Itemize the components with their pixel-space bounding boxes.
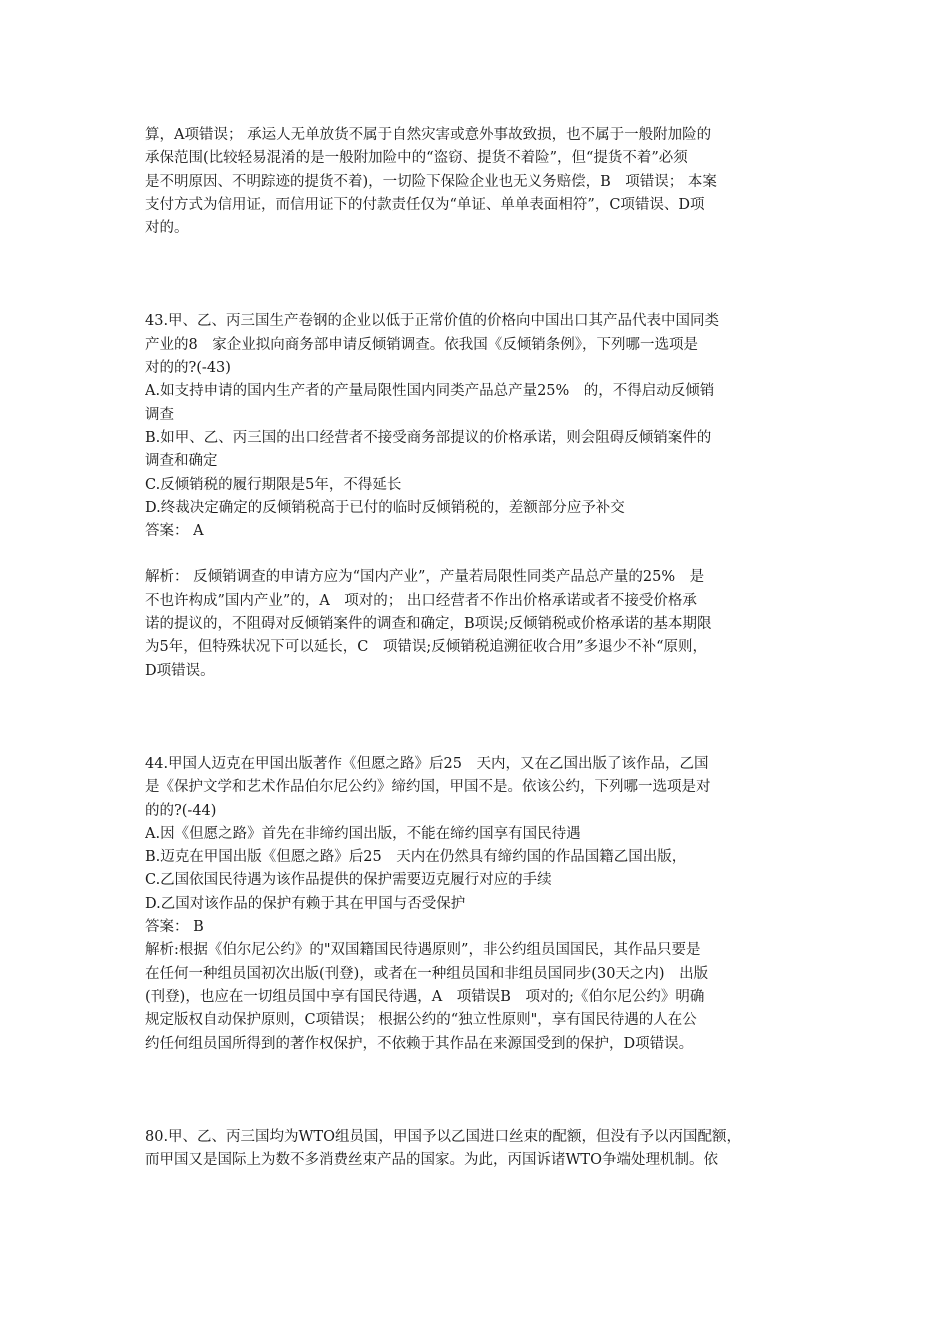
option-b: 调查和确定	[145, 453, 218, 470]
question-text: 产业的8 家企业拟向商务部申请反倾销调查。依我国《反倾销条例》，下列哪一选项是	[145, 336, 698, 353]
analysis-text: 约任何组员国所得到的著作权保护，不依赖于其作品在来源国受到的保护，D项错误。	[145, 1035, 694, 1052]
question-text: 的的?(-44)	[145, 802, 217, 819]
document-page	[145, 124, 810, 1172]
option-a: A.如支持申请的国内生产者的产量局限性国内同类产品总产量25% 的，不得启动反倾销	[145, 383, 715, 400]
option-d: D.终裁决定确定的反倾销税高于已付的临时反倾销税的，差额部分应予补交	[145, 499, 625, 516]
question-text: 80.甲、乙、丙三国均为WTO组员国，甲国予以乙国进口丝束的配额，但没有予以丙国配额，	[145, 1128, 742, 1145]
question-text: 43.甲、乙、丙三国生产卷钢的企业以低于正常价值的价格向中国出口其产品代表中国同类	[145, 313, 720, 330]
question-text: 是《保护文学和艺术作品伯尔尼公约》缔约国，甲国不是。依该公约，下列哪一选项是对	[145, 779, 711, 796]
analysis-text: 不也许构成”国内产业”的，A 项对的； 出口经营者不作出价格承诺或者不接受价格承	[145, 592, 697, 609]
question-43-analysis	[145, 566, 810, 682]
text-line: 支付方式为信用证，而信用证下的付款责任仅为“单证、单单表面相符”，C项错误、D项	[145, 196, 705, 213]
option-a: 调查	[145, 406, 174, 423]
option-b: B.迈克在甲国出版《但愿之路》后25 天内在仍然具有缔约国的作品国籍乙国出版，	[145, 849, 687, 866]
option-a: A.因《但愿之路》首先在非缔约国出版，不能在缔约国享有国民待遇	[145, 825, 581, 842]
question-44	[145, 753, 810, 1056]
text-line: 算，A项错误； 承运人无单放货不属于自然灾害或意外事故致损，也不属于一般附加险的	[145, 127, 712, 143]
answer: 答案： A	[145, 523, 204, 540]
option-c: C.乙国依国民待遇为该作品提供的保护需要迈克履行对应的手续	[145, 872, 552, 889]
analysis-text: 解析： 反倾销调查的申请方应为“国内产业”，产量若局限性同类产品总产量的25% 是	[145, 569, 705, 586]
question-text: 44.甲国人迈克在甲国出版著作《但愿之路》后25 天内，又在乙国出版了该作品，乙国	[145, 755, 709, 772]
analysis-text: 规定版权自动保护原则，C项错误； 根据公约的“独立性原则"，享有国民待遇的人在公	[145, 1012, 697, 1029]
analysis-text: 解析:根据《伯尔尼公约》的"双国籍国民待遇原则”，非公约组员国国民，其作品只要是	[145, 942, 701, 959]
question-text: 对的的?(-43)	[145, 360, 231, 377]
spacer	[145, 683, 810, 753]
question-80	[145, 1126, 810, 1173]
text-line: 承保范围(比较轻易混淆的是一般附加险中的“盗窃、提货不着险”，但“提货不着”必须	[145, 150, 688, 167]
previous-answer-analysis	[145, 124, 810, 240]
analysis-text: D项错误。	[145, 662, 215, 679]
spacer	[145, 240, 810, 310]
analysis-text: 在任何一种组员国初次出版(刊登)，或者在一种组员国和非组员国同步(30天之内) 出版	[145, 965, 709, 982]
text-line: 是不明原因、不明踪迹的提货不着)，一切险下保险企业也无义务赔偿，B 项错误； 本案	[145, 173, 717, 190]
answer: 答案： B	[145, 919, 204, 936]
analysis-text: (刊登)，也应在一切组员国中享有国民待遇，A 项错误B 项对的;《伯尔尼公约》明确	[145, 988, 705, 1005]
spacer	[145, 543, 810, 566]
option-b: B.如甲、乙、丙三国的出口经营者不接受商务部提议的价格承诺，则会阻碍反倾销案件的	[145, 429, 712, 446]
question-43	[145, 310, 810, 543]
analysis-text: 为5年，但特殊状况下可以延长，C 项错误;反倾销税追溯征收合用”多退少不补“原则，	[145, 639, 708, 656]
option-c: C.反倾销税的履行期限是5年，不得延长	[145, 476, 402, 493]
question-text: 而甲国又是国际上为数不多消费丝束产品的国家。为此，丙国诉诸WTO争端处理机制。依	[145, 1152, 718, 1169]
analysis-text: 诺的提议的，不阻碍对反倾销案件的调查和确定，B项误;反倾销税或价格承诺的基本期限	[145, 616, 712, 633]
spacer	[145, 1056, 810, 1126]
text-line: 对的。	[145, 220, 189, 237]
option-d: D.乙国对该作品的保护有赖于其在甲国与否受保护	[145, 895, 466, 912]
